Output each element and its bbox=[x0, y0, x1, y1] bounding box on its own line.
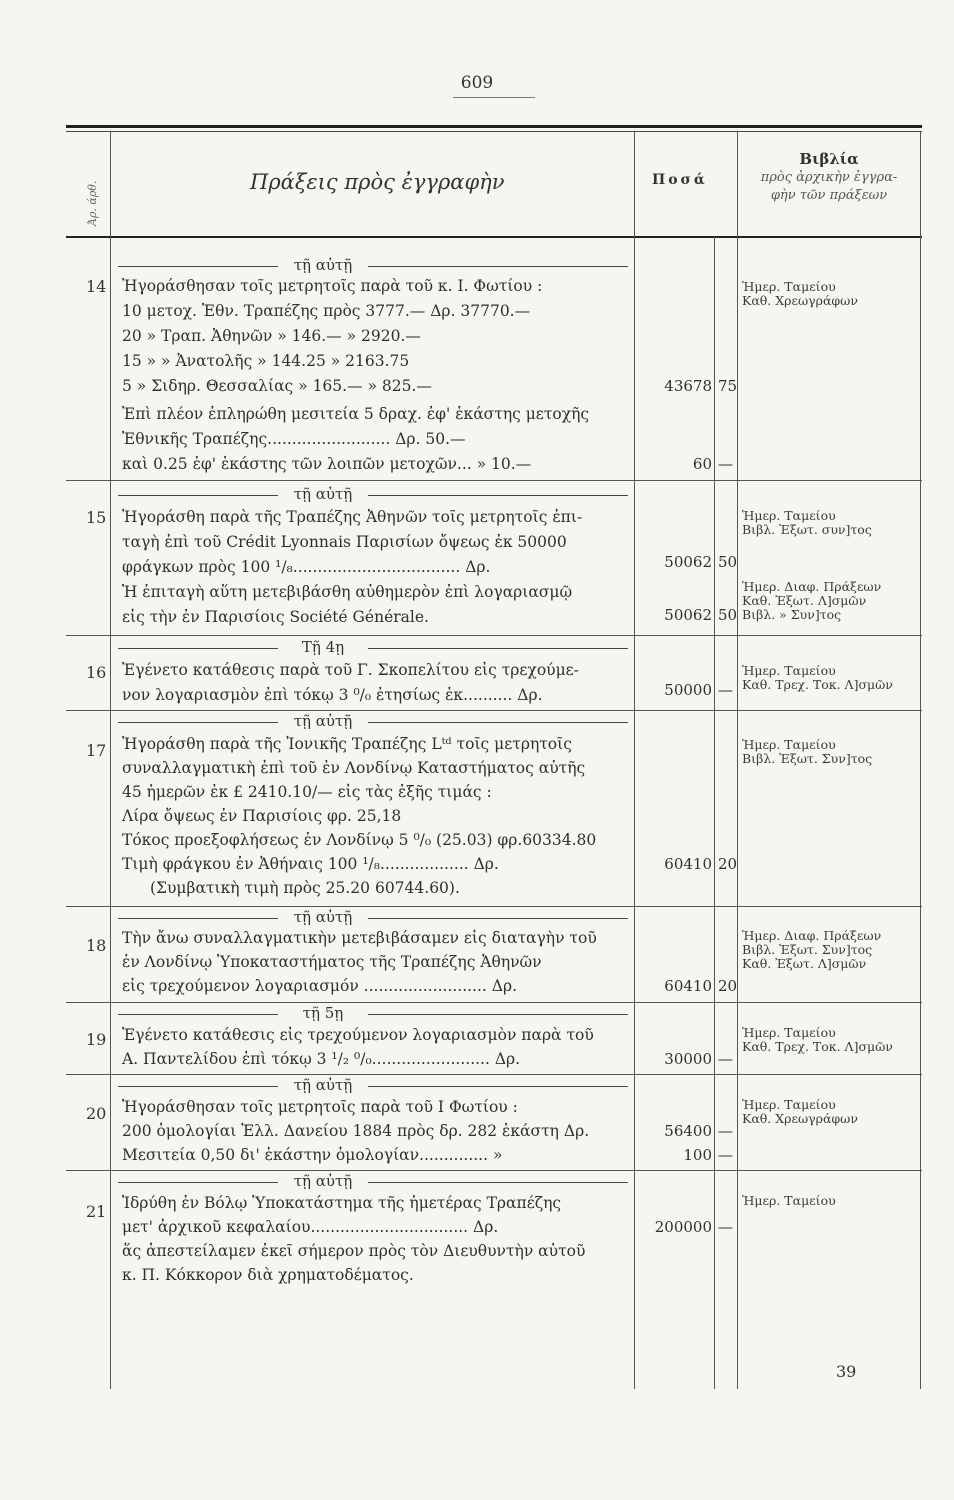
col-divider-entry bbox=[110, 131, 111, 1389]
header-books-title: Βιβλία bbox=[799, 150, 859, 168]
entry-line: καὶ 0.25 ἐφ' ἑκάστης τῶν λοιπῶν μετοχῶν... » 10.— bbox=[122, 455, 532, 473]
header-books-sub2: φὴν τῶν πράξεων bbox=[770, 188, 888, 203]
entry-divider bbox=[66, 710, 922, 711]
entry-line: 45 ἡμερῶν ἐκ £ 2410.10/— εἰς τὰς ἑξῆς τιμάς : bbox=[122, 783, 492, 801]
entry-line: νον λογαριασμὸν ἐπὶ τόκῳ 3 ⁰/₀ ἐτησίως ἐκ.......... Δρ. bbox=[122, 686, 543, 704]
amount-cents: — bbox=[718, 1218, 733, 1236]
book-ref: Ἡμερ. Ταμείου bbox=[742, 279, 836, 294]
date-rule-left bbox=[118, 648, 278, 649]
book-ref: Βιβλ. Ἐξωτ. Συν]τος bbox=[742, 942, 873, 957]
header-books-sub1: πρὸς ἀρχικὴν ἐγγρα- bbox=[760, 170, 898, 185]
date-rule-right bbox=[368, 1014, 628, 1015]
date-rule-left bbox=[118, 266, 278, 267]
book-ref: Καθ. Ἐξωτ. Λ]σμῶν bbox=[742, 956, 867, 971]
entry-line: Λίρα ὄψεως ἐν Παρισίοις φρ. 25,18 bbox=[122, 807, 402, 825]
book-ref: Ἡμερ. Ταμείου bbox=[742, 508, 836, 523]
book-ref: Βιβλ. » Συν]τος bbox=[742, 607, 842, 622]
entry-line: Ἡ ἐπιταγὴ αὕτη μετεβιβάσθη αὐθημερὸν ἐπὶ λογαριασμῷ bbox=[122, 583, 573, 601]
page-number-rule bbox=[453, 97, 535, 98]
amount: 200000 bbox=[654, 1218, 712, 1236]
amount: 60 bbox=[692, 455, 712, 473]
entry-date: τῇ αὐτῇ bbox=[293, 712, 353, 730]
date-rule-right bbox=[368, 1182, 628, 1183]
entry-number: 17 bbox=[86, 741, 107, 760]
entry-date: τῇ αὐτῇ bbox=[293, 908, 353, 926]
entry-line: Τιμὴ φράγκου ἐν Ἀθήναις 100 ¹/₈.................. Δρ. bbox=[122, 855, 499, 873]
entry-number: 18 bbox=[86, 936, 107, 955]
amount-cents: 20 bbox=[718, 855, 738, 873]
entry-divider bbox=[66, 480, 922, 481]
book-ref: Ἡμερ. Διαφ. Πράξεων bbox=[742, 928, 882, 943]
date-rule-right bbox=[368, 918, 628, 919]
entry-line: ἐν Λονδίνῳ Ὑποκαταστήματος τῆς Τραπέζης Ἀθηνῶν bbox=[122, 953, 542, 971]
amount-cents: 75 bbox=[718, 377, 738, 395]
col-divider-amounts bbox=[737, 131, 738, 1389]
entry-number: 16 bbox=[86, 663, 107, 682]
book-ref: Βιβλ. Ἐξωτ. Συν]τος bbox=[742, 751, 873, 766]
date-rule-right bbox=[368, 266, 628, 267]
date-rule-left bbox=[118, 1182, 278, 1183]
header-top-rule-thin bbox=[66, 131, 922, 132]
col-divider-books bbox=[920, 131, 921, 1389]
date-rule-left bbox=[118, 1014, 278, 1015]
entry-line: 10 μετοχ. Ἐθν. Τραπέζης πρὸς 3777.— Δρ. 37770.— bbox=[122, 302, 531, 320]
book-ref: Καθ. Τρεχ. Τοκ. Λ]σμῶν bbox=[742, 677, 893, 692]
book-ref: Ἡμερ. Ταμείου bbox=[742, 1193, 836, 1208]
amount-cents: — bbox=[718, 1050, 733, 1068]
entry-date: τῇ αὐτῇ bbox=[293, 485, 353, 503]
entry-date: τῇ αὐτῇ bbox=[293, 256, 353, 274]
entry-divider bbox=[66, 1074, 922, 1075]
book-ref: Καθ. Ἐξωτ. Λ]σμῶν bbox=[742, 593, 867, 608]
entry-number: 19 bbox=[86, 1030, 107, 1049]
entry-line: Μεσιτεία 0,50 δι' ἑκάστην ὁμολογίαν.............. » bbox=[122, 1146, 503, 1164]
entry-line: κ. Π. Κόκκορον διὰ χρηματοδέματος. bbox=[122, 1266, 414, 1284]
col-divider-cents bbox=[714, 236, 715, 1389]
date-rule-left bbox=[118, 918, 278, 919]
date-rule-right bbox=[368, 1086, 628, 1087]
date-rule-right bbox=[368, 722, 628, 723]
entry-number: 14 bbox=[86, 277, 107, 296]
entry-line: Τὴν ἄνω συναλλαγματικὴν μετεβιβάσαμεν εἰς διαταγὴν τοῦ bbox=[122, 929, 597, 947]
book-ref: Καθ. Χρεωγράφων bbox=[742, 1111, 858, 1126]
amount-cents: — bbox=[718, 681, 733, 699]
entry-divider bbox=[66, 906, 922, 907]
entry-line: ἅς ἀπεστείλαμεν ἐκεῖ σήμερον πρὸς τὸν Διευθυντὴν αὐτοῦ bbox=[122, 1242, 586, 1260]
book-ref: Ἡμερ. Ταμείου bbox=[742, 1025, 836, 1040]
col-divider-operations bbox=[634, 131, 635, 1389]
amount: 43678 bbox=[664, 377, 712, 395]
amount-cents: 20 bbox=[718, 977, 738, 995]
amount-cents: 50 bbox=[718, 606, 738, 624]
entry-line: ταγὴ ἐπὶ τοῦ Crédit Lyonnais Παρισίων ὄψεως ἐκ 50000 bbox=[122, 533, 567, 551]
entry-divider bbox=[66, 635, 922, 636]
entry-line: Ἐγένετο κατάθεσις εἰς τρεχούμενον λογαριασμὸν παρὰ τοῦ bbox=[122, 1026, 594, 1044]
entry-date: τῇ αὐτῇ bbox=[293, 1076, 353, 1094]
book-ref: Ἡμερ. Διαφ. Πράξεων bbox=[742, 579, 882, 594]
entry-line: Ἐπὶ πλέον ἐπληρώθη μεσιτεία 5 δραχ. ἐφ' ἑκάστης μετοχῆς bbox=[122, 405, 590, 423]
amount: 30000 bbox=[664, 1050, 712, 1068]
header-bottom-rule bbox=[66, 236, 922, 238]
entry-date: τῇ 5ῃ bbox=[302, 1004, 344, 1022]
date-rule-right bbox=[368, 648, 628, 649]
amount: 56400 bbox=[664, 1122, 712, 1140]
entry-line: 15 » » Ἀνατολῆς » 144.25 » 2163.75 bbox=[122, 352, 410, 370]
entry-number: 21 bbox=[86, 1202, 107, 1221]
entry-line: Τόκος προεξοφλήσεως ἐν Λονδίνῳ 5 ⁰/₀ (25.03) φρ.60334.80 bbox=[122, 831, 597, 849]
entry-line: Ἐθνικῆς Τραπέζης......................... Δρ. 50.— bbox=[122, 430, 466, 448]
entry-line: Α. Παντελίδου ἐπὶ τόκῳ 3 ¹/₂ ⁰/₀........................ Δρ. bbox=[122, 1050, 521, 1068]
entry-line: Ἐγένετο κατάθεσις παρὰ τοῦ Γ. Σκοπελίτου εἰς τρεχούμε- bbox=[122, 661, 579, 679]
entry-line: εἰς τρεχούμενον λογαριασμόν ......................... Δρ. bbox=[122, 977, 518, 995]
book-ref: Ἡμερ. Ταμείου bbox=[742, 737, 836, 752]
amount: 50062 bbox=[664, 553, 712, 571]
amount-cents: 50 bbox=[718, 553, 738, 571]
entry-divider bbox=[66, 1002, 922, 1003]
entry-line: (Συμβατικὴ τιμὴ πρὸς 25.20 60744.60). bbox=[150, 879, 460, 897]
date-rule-left bbox=[118, 495, 278, 496]
entry-line: μετ' ἀρχικοῦ κεφαλαίου................................ Δρ. bbox=[122, 1218, 499, 1236]
header-operations: Πράξεις πρὸς ἐγγραφὴν bbox=[250, 170, 505, 194]
amount-cents: — bbox=[718, 455, 733, 473]
entry-date: Τῇ 4ῃ bbox=[301, 638, 345, 656]
entry-line: Ἠγοράσθη παρὰ τῆς Τραπέζης Ἀθηνῶν τοῖς μετρητοῖς ἐπι- bbox=[122, 508, 583, 526]
book-ref: Βιβλ. Ἐξωτ. συν]τος bbox=[742, 522, 872, 537]
header-amounts: Ποσά bbox=[652, 172, 708, 188]
book-ref: Καθ. Τρεχ. Τοκ. Λ]σμῶν bbox=[742, 1039, 893, 1054]
amount: 50000 bbox=[664, 681, 712, 699]
amount: 60410 bbox=[664, 977, 712, 995]
date-rule-right bbox=[368, 495, 628, 496]
amount: 60410 bbox=[664, 855, 712, 873]
book-ref: Ἡμερ. Ταμείου bbox=[742, 663, 836, 678]
entry-number: 20 bbox=[86, 1104, 107, 1123]
page-number: 609 bbox=[460, 73, 494, 93]
header-top-rule bbox=[66, 125, 922, 128]
entry-line: 5 » Σιδηρ. Θεσσαλίας » 165.— » 825.— bbox=[122, 377, 432, 395]
header-entry-number: Άρ. άρθ. bbox=[86, 180, 99, 226]
date-rule-left bbox=[118, 722, 278, 723]
footer-page-number: 39 bbox=[836, 1362, 857, 1381]
entry-number: 15 bbox=[86, 508, 107, 527]
entry-line: 200 ὁμολογίαι Ἑλλ. Δανείου 1884 πρὸς δρ. 282 ἑκάστη Δρ. bbox=[122, 1122, 590, 1140]
entry-divider bbox=[66, 1170, 922, 1171]
entry-line: Ἱδρύθη ἐν Βόλῳ Ὑποκατάστημα τῆς ἡμετέρας Τραπέζης bbox=[122, 1194, 562, 1212]
book-ref: Καθ. Χρεωγράφων bbox=[742, 293, 858, 308]
book-ref: Ἡμερ. Ταμείου bbox=[742, 1097, 836, 1112]
entry-line: Ἠγοράσθησαν τοῖς μετρητοῖς παρὰ τοῦ κ. Ι. Φωτίου : bbox=[122, 277, 543, 295]
entry-date: τῇ αὐτῇ bbox=[293, 1172, 353, 1190]
entry-line: εἰς τὴν ἐν Παρισίοις Société Générale. bbox=[122, 608, 429, 626]
entry-line: 20 » Τραπ. Ἀθηνῶν » 146.— » 2920.— bbox=[122, 327, 421, 345]
date-rule-left bbox=[118, 1086, 278, 1087]
amount-cents: — bbox=[718, 1122, 733, 1140]
entry-line: Ἠγοράσθησαν τοῖς μετρητοῖς παρὰ τοῦ Ι Φωτίου : bbox=[122, 1098, 518, 1116]
amount: 100 bbox=[683, 1146, 712, 1164]
amount: 50062 bbox=[664, 606, 712, 624]
amount-cents: — bbox=[718, 1146, 733, 1164]
entry-line: συναλλαγματικὴ ἐπὶ τοῦ ἐν Λονδίνῳ Καταστήματος αὐτῆς bbox=[122, 759, 586, 777]
entry-line: φράγκων πρὸς 100 ¹/₈.................................. Δρ. bbox=[122, 558, 491, 576]
entry-line: Ἠγοράσθη παρὰ τῆς Ἰονικῆς Τραπέζης Lᵗᵈ τοῖς μετρητοῖς bbox=[122, 735, 572, 753]
